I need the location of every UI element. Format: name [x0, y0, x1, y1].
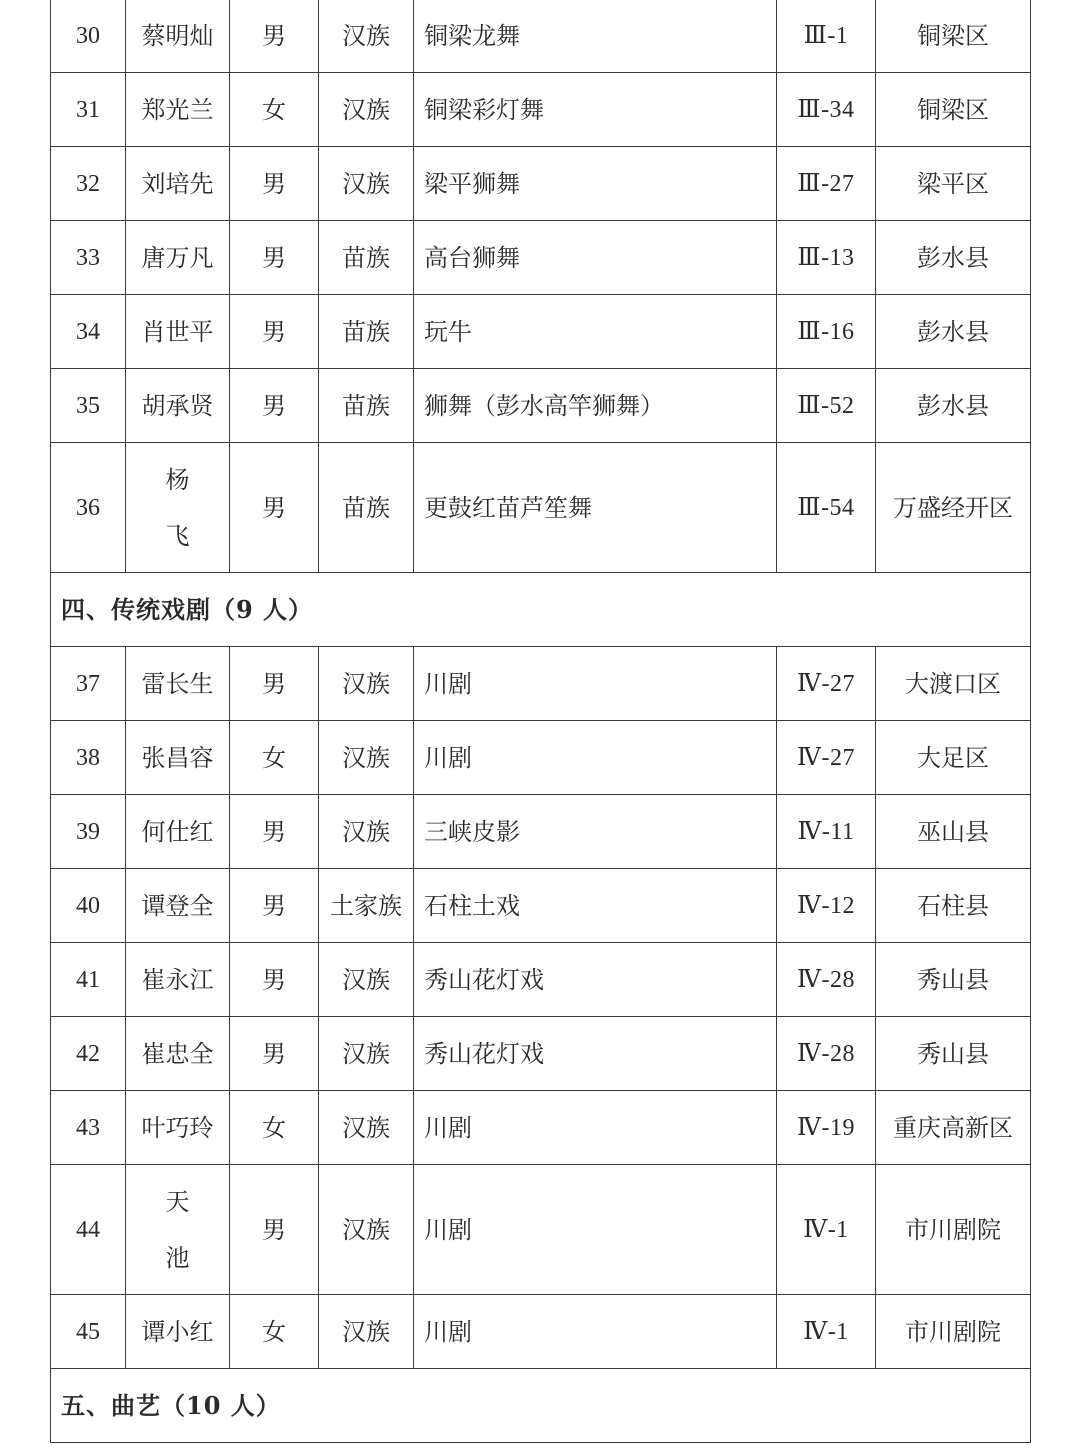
inheritor-name: 肖世平: [126, 295, 230, 369]
ethnicity: 土家族: [319, 869, 414, 943]
inheritor-name: 叶巧玲: [126, 1091, 230, 1165]
table-row: [51, 369, 1031, 443]
project-name: 川剧: [414, 647, 777, 721]
region: 彭水县: [876, 295, 1031, 369]
ethnicity: 汉族: [319, 0, 414, 73]
ethnicity: 苗族: [319, 295, 414, 369]
row-number: 44: [51, 1165, 126, 1295]
row-number: 31: [51, 73, 126, 147]
ethnicity: 汉族: [319, 147, 414, 221]
inheritor-name: 谭登全: [126, 869, 230, 943]
region: 秀山县: [876, 1017, 1031, 1091]
inheritor-name: 刘培先: [126, 147, 230, 221]
section-title: 四、传统戏剧（9 人）: [51, 573, 1031, 647]
table-row: [51, 73, 1031, 147]
gender: 男: [230, 1017, 319, 1091]
ethnicity: 汉族: [319, 1295, 414, 1369]
project-code: Ⅲ-16: [777, 295, 876, 369]
project-code: Ⅳ-28: [777, 943, 876, 1017]
project-name: 秀山花灯戏: [414, 1017, 777, 1091]
project-code: Ⅳ-27: [777, 647, 876, 721]
ethnicity: 苗族: [319, 221, 414, 295]
row-number: 37: [51, 647, 126, 721]
project-code: Ⅲ-13: [777, 221, 876, 295]
row-number: 43: [51, 1091, 126, 1165]
table-row: [51, 943, 1031, 1017]
gender: 男: [230, 943, 319, 1017]
table-row: [51, 221, 1031, 295]
row-number: 36: [51, 443, 126, 573]
ethnicity: 汉族: [319, 73, 414, 147]
project-code: Ⅲ-34: [777, 73, 876, 147]
project-code: Ⅳ-1: [777, 1165, 876, 1295]
project-name: 玩牛: [414, 295, 777, 369]
project-name: 川剧: [414, 1091, 777, 1165]
inheritor-name-cell: [126, 1165, 230, 1295]
row-number: 42: [51, 1017, 126, 1091]
project-name: 三峡皮影: [414, 795, 777, 869]
region: 巫山县: [876, 795, 1031, 869]
inheritor-name: 雷长生: [126, 647, 230, 721]
inheritor-name: 杨飞: [165, 465, 190, 550]
gender: 男: [230, 369, 319, 443]
inheritor-name: 天池: [165, 1187, 190, 1272]
project-code: Ⅲ-52: [777, 369, 876, 443]
inheritor-name: 谭小红: [126, 1295, 230, 1369]
table-row: [51, 869, 1031, 943]
table-row: [51, 147, 1031, 221]
table-row: [51, 0, 1031, 73]
gender: 女: [230, 1091, 319, 1165]
inheritor-name: 何仕红: [126, 795, 230, 869]
project-name: 狮舞（彭水高竿狮舞）: [414, 369, 777, 443]
region: 梁平区: [876, 147, 1031, 221]
row-number: 38: [51, 721, 126, 795]
ethnicity: 汉族: [319, 1091, 414, 1165]
ethnicity: 汉族: [319, 1165, 414, 1295]
gender: 女: [230, 721, 319, 795]
row-number: 33: [51, 221, 126, 295]
table-row: [51, 721, 1031, 795]
region: 市川剧院: [876, 1165, 1031, 1295]
gender: 男: [230, 1165, 319, 1295]
row-number: 35: [51, 369, 126, 443]
project-code: Ⅳ-1: [777, 1295, 876, 1369]
region: 万盛经开区: [876, 443, 1031, 573]
section-heading-row: [51, 1369, 1031, 1443]
project-code: Ⅳ-11: [777, 795, 876, 869]
region: 市川剧院: [876, 1295, 1031, 1369]
region: 铜梁区: [876, 0, 1031, 73]
project-name: 川剧: [414, 1165, 777, 1295]
gender: 男: [230, 647, 319, 721]
inheritor-name: 郑光兰: [126, 73, 230, 147]
project-name: 铜梁彩灯舞: [414, 73, 777, 147]
inheritors-table: [50, 0, 1031, 1443]
inheritor-name: 张昌容: [126, 721, 230, 795]
row-number: 34: [51, 295, 126, 369]
project-code: Ⅲ-54: [777, 443, 876, 573]
project-code: Ⅳ-27: [777, 721, 876, 795]
region: 彭水县: [876, 221, 1031, 295]
gender: 男: [230, 869, 319, 943]
ethnicity: 苗族: [319, 443, 414, 573]
gender: 男: [230, 147, 319, 221]
region: 秀山县: [876, 943, 1031, 1017]
project-code: Ⅲ-27: [777, 147, 876, 221]
section-heading-row: [51, 573, 1031, 647]
table-row: [51, 1017, 1031, 1091]
gender: 男: [230, 795, 319, 869]
gender: 女: [230, 73, 319, 147]
table-row: [51, 647, 1031, 721]
project-name: 川剧: [414, 721, 777, 795]
project-code: Ⅲ-1: [777, 0, 876, 73]
project-code: Ⅳ-19: [777, 1091, 876, 1165]
table-row: [51, 443, 1031, 573]
table-row: [51, 1295, 1031, 1369]
inheritor-name: 崔忠全: [126, 1017, 230, 1091]
row-number: 32: [51, 147, 126, 221]
section-title: 五、曲艺（10 人）: [51, 1369, 1031, 1443]
gender: 男: [230, 295, 319, 369]
inheritor-name: 唐万凡: [126, 221, 230, 295]
row-number: 30: [51, 0, 126, 73]
region: 重庆高新区: [876, 1091, 1031, 1165]
ethnicity: 汉族: [319, 1017, 414, 1091]
gender: 女: [230, 1295, 319, 1369]
region: 石柱县: [876, 869, 1031, 943]
inheritor-name: 蔡明灿: [126, 0, 230, 73]
inheritor-name-cell: [126, 443, 230, 573]
inheritor-name: 崔永江: [126, 943, 230, 1017]
project-name: 梁平狮舞: [414, 147, 777, 221]
ethnicity: 汉族: [319, 943, 414, 1017]
gender: 男: [230, 221, 319, 295]
inheritor-name: 胡承贤: [126, 369, 230, 443]
row-number: 39: [51, 795, 126, 869]
table-row: [51, 1091, 1031, 1165]
project-name: 秀山花灯戏: [414, 943, 777, 1017]
ethnicity: 苗族: [319, 369, 414, 443]
region: 铜梁区: [876, 73, 1031, 147]
ethnicity: 汉族: [319, 795, 414, 869]
row-number: 41: [51, 943, 126, 1017]
table-row: [51, 295, 1031, 369]
project-name: 川剧: [414, 1295, 777, 1369]
ethnicity: 汉族: [319, 647, 414, 721]
region: 大渡口区: [876, 647, 1031, 721]
region: 彭水县: [876, 369, 1031, 443]
ethnicity: 汉族: [319, 721, 414, 795]
project-name: 更鼓红苗芦笙舞: [414, 443, 777, 573]
project-name: 高台狮舞: [414, 221, 777, 295]
project-name: 石柱土戏: [414, 869, 777, 943]
project-name: 铜梁龙舞: [414, 0, 777, 73]
gender: 男: [230, 443, 319, 573]
region: 大足区: [876, 721, 1031, 795]
gender: 男: [230, 0, 319, 73]
project-code: Ⅳ-12: [777, 869, 876, 943]
row-number: 40: [51, 869, 126, 943]
table-row: [51, 795, 1031, 869]
project-code: Ⅳ-28: [777, 1017, 876, 1091]
table-row: [51, 1165, 1031, 1295]
row-number: 45: [51, 1295, 126, 1369]
